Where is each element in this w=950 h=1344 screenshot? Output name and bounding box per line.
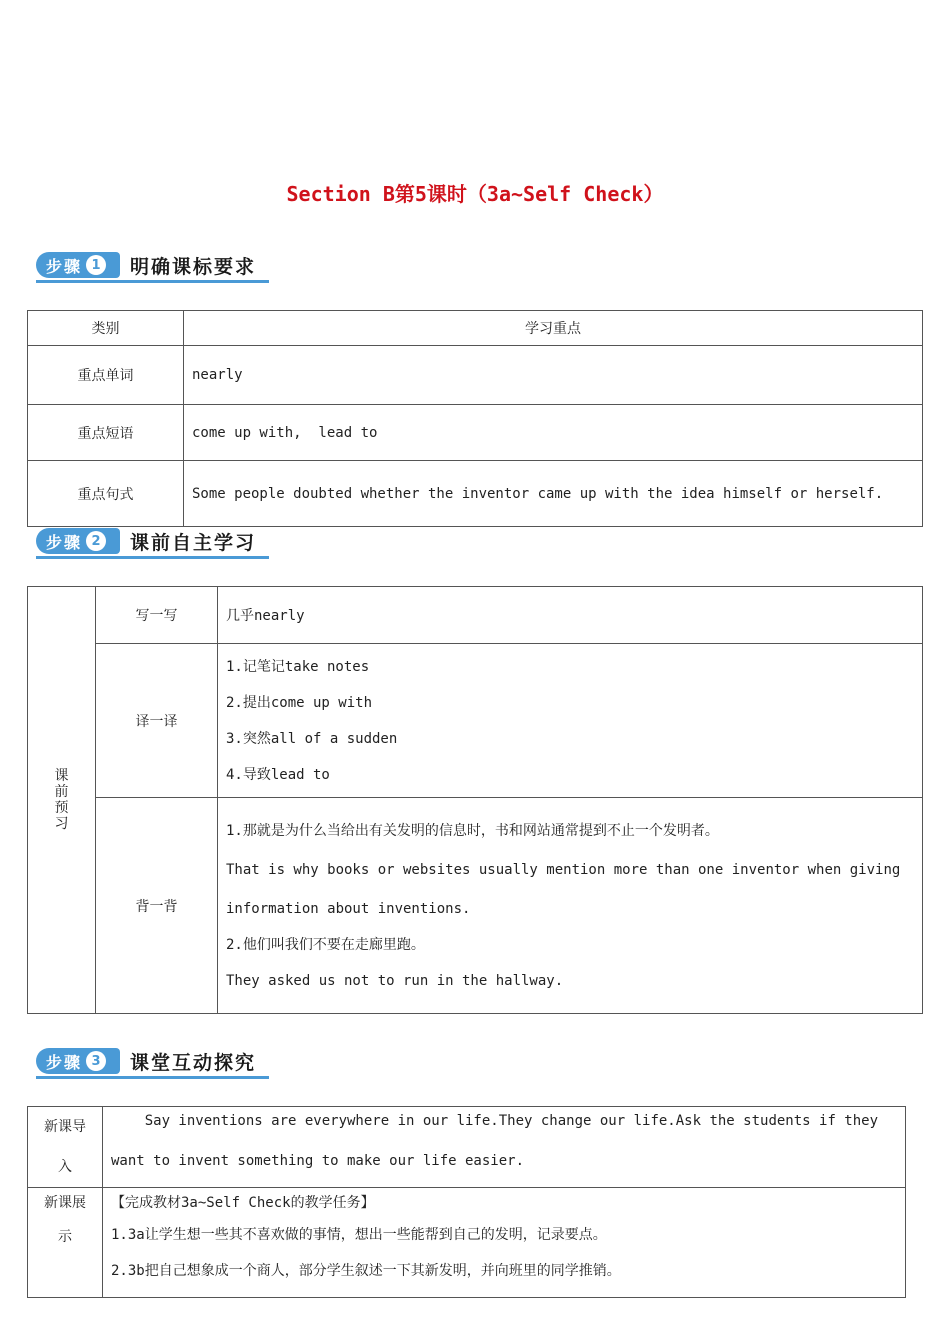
step-label: 课堂互动探究	[130, 1051, 257, 1074]
show-label-top: 新课展	[44, 1195, 86, 1211]
show-label-bottom: 示	[58, 1229, 72, 1245]
header-focus: 学习重点	[184, 311, 923, 346]
step-2-heading	[36, 526, 256, 556]
write-content: 几乎nearly	[218, 587, 923, 644]
intro-label-cell	[28, 1107, 103, 1188]
step-underline	[36, 556, 269, 559]
list-item: 2.提出come up with	[226, 694, 373, 711]
list-item: That is why books or websites usually mention more than one inventor when giving	[226, 861, 901, 878]
step-number: 2	[86, 531, 106, 551]
list-item: 1.3a让学生想一些其不喜欢做的事情，想出一些能帮到自己的发明，记录要点。	[111, 1227, 607, 1243]
step-badge: 步骤 2	[36, 528, 120, 554]
step-number: 3	[86, 1051, 106, 1071]
list-item: 1.那就是为什么当给出有关发明的信息时，书和网站通常提到不止一个发明者。	[226, 822, 719, 839]
preview-table	[27, 586, 923, 1014]
list-item: 3.突然all of a sudden	[226, 730, 398, 747]
write-label: 写一写	[96, 587, 218, 644]
step-1-heading	[36, 250, 256, 280]
classroom-table	[27, 1106, 906, 1298]
intro-line: Say inventions are everywhere in our life.They change our life.Ask the students if they	[111, 1113, 879, 1129]
show-label-cell	[28, 1188, 103, 1298]
step-label: 课前自主学习	[130, 531, 257, 554]
table-row	[28, 461, 923, 527]
category-cell: 重点短语	[28, 405, 184, 461]
content-cell: nearly	[184, 346, 923, 405]
table-row	[28, 405, 923, 461]
content-cell: come up with, lead to	[184, 405, 923, 461]
category-cell: 重点句式	[28, 461, 184, 527]
intro-label-bottom: 入	[58, 1159, 72, 1175]
intro-label-top: 新课导	[44, 1119, 86, 1135]
recite-content	[218, 798, 923, 1014]
page-title: Section B第5课时（3a~Self Check）	[286, 182, 664, 206]
content-cell: Some people doubted whether the inventor came up with the idea himself or herself.	[184, 461, 923, 527]
list-item: 1.记笔记take notes	[226, 658, 370, 675]
side-label-cell	[28, 587, 96, 1014]
list-item: They asked us not to run in the hallway.	[226, 972, 564, 989]
focus-table	[27, 310, 923, 527]
translate-content	[218, 644, 923, 798]
step-badge: 步骤 3	[36, 1048, 120, 1074]
list-item: 2.他们叫我们不要在走廊里跑。	[226, 936, 425, 953]
step-3-heading	[36, 1046, 256, 1076]
step-underline	[36, 280, 269, 283]
header-category: 类别	[28, 311, 184, 346]
category-cell: 重点单词	[28, 346, 184, 405]
list-item: 4.导致lead to	[226, 766, 330, 783]
step-number: 1	[86, 255, 106, 275]
show-content	[103, 1188, 906, 1298]
intro-line: want to invent something to make our life easier.	[111, 1153, 525, 1169]
translate-label: 译一译	[96, 644, 218, 798]
list-item: information about inventions.	[226, 900, 471, 917]
recite-label: 背一背	[96, 798, 218, 1014]
intro-content	[103, 1107, 906, 1188]
step-label: 明确课标要求	[130, 255, 257, 278]
table-row	[28, 346, 923, 405]
step-badge: 步骤 1	[36, 252, 120, 278]
list-item: 【完成教材3a~Self Check的教学任务】	[111, 1195, 375, 1211]
side-label: 课前预习	[54, 768, 69, 832]
step-underline	[36, 1076, 269, 1079]
list-item: 2.3b把自己想象成一个商人，部分学生叙述一下其新发明，并向班里的同学推销。	[111, 1263, 621, 1279]
